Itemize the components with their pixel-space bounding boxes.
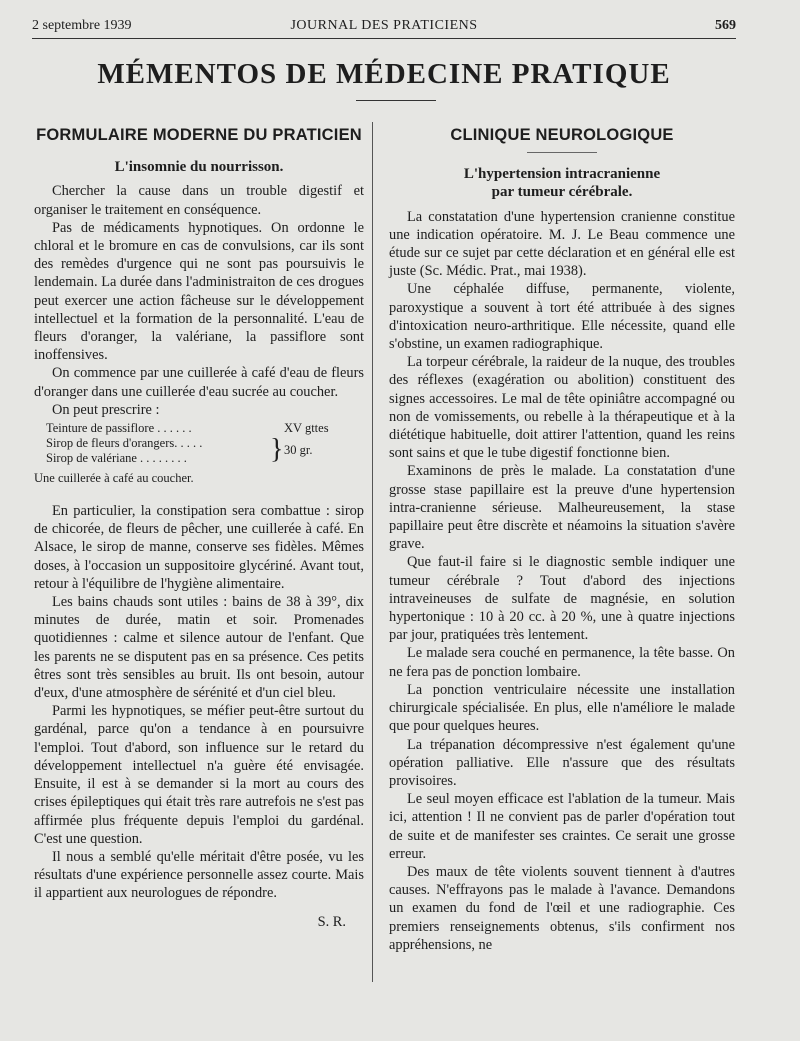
- heading-rule: [527, 152, 597, 153]
- right-paragraph-8: La trépanation décompressive n'est également qu'une opération palliative. Elle n'assure que des résultats provisoires.: [389, 736, 735, 789]
- column-divider: [372, 122, 373, 982]
- left-paragraph-6: Les bains chauds sont utiles : bains de 38 à 39°, dix minutes de durée, matin et soir. Promenades quotidiennes : calme et silence autour de l'enfant. Que les parents ne se disputent pas en sa présence. Ces petits êtres sont très sensibles au bruit. Ils ont besoin, autour d'eux, d'une atmosphère de sérénité et d'un ciel bleu.: [34, 594, 364, 702]
- right-subtitle-line-2: par tumeur cérébrale.: [491, 184, 633, 201]
- right-paragraph-6: Le malade sera couché en permanence, la tête basse. On ne fera pas de ponction lombaire.: [389, 645, 735, 680]
- left-paragraph-4: On peut prescrire :: [52, 401, 160, 418]
- right-paragraph-9: Le seul moyen efficace est l'ablation de la tumeur. Mais ici, attention ! Il ne convient pas de parler d'opération tout de suite et de manifester ses craintes. Ce serait une grosse erreur.: [389, 791, 735, 862]
- left-paragraph-5: En particulier, la constipation sera combattue : sirop de chicorée, de fleurs de pêcher, une cuillerée à café. En Alsace, le sirop de manne, conserve ses fidèles. Mêmes doses, à l'occasion un suppositoire glycériné. Avant tout, retour à l'équilibre de l'hygiène alimentaire.: [34, 503, 364, 592]
- right-paragraph-1: La constatation d'une hypertension cranienne constitue une indication opératoire. M. J. Le Beau commence une étude sur ce sujet par cette déclaration et en général elle est juste (Sc. Médic. Prat., mai 1938).: [389, 208, 735, 280]
- prescription-note: Une cuillerée à café au coucher.: [34, 471, 194, 486]
- right-paragraph-5: Que faut-il faire si le diagnostic semble indiquer une tumeur cérébrale ? Tout d'abord des injections intraveineuses de sulfate de magnésie, en solution hypertonique : 10 à 20 cc. à 20 %, une à quatre injections par jour, pratiquées très lentement.: [389, 554, 735, 644]
- left-article-subtitle: L'insomnie du nourrisson.: [114, 159, 284, 176]
- author-signature: S. R.: [317, 913, 346, 930]
- right-paragraph-3: La torpeur cérébrale, la raideur de la nuque, des troubles des réflexes (exagération ou abolition) constituent des signes accessoires. Le mal de tête opiniâtre accompagné ou non de vomissements, ou rebelle à la thérapeutique et à la diététique habituelle, doit attirer l'attention, quand les reins sont sains et que le tube digestif fonctionne bien.: [389, 354, 735, 462]
- right-paragraph-7: La ponction ventriculaire nécessite une installation chirurgicale spécialisée. En plus, elle n'améliore le malade que pour quelques heures.: [389, 681, 735, 735]
- header-date: 2 septembre 1939: [32, 18, 132, 33]
- left-column-heading: FORMULAIRE MODERNE DU PRATICIEN: [36, 126, 362, 144]
- right-article-subtitle: [389, 165, 735, 201]
- left-paragraph-7: Parmi les hypnotiques, se méfier peut-être surtout du gardénal, parce qu'on a tendance à en poursuivre l'emploi. Tout d'abord, son influence sur le retard du développement intellectuel n'a guère été envisagée. Ensuite, il est à se demander si la mort au cours des crises épileptiques qui était très rare autrefois ne s'est pas affirmée plus fréquente depuis l'emploi du gardénal. C'est une question.: [34, 703, 364, 847]
- header-journal-name: JOURNAL DES PRATICIENS: [290, 18, 478, 33]
- prescription-value-1: XV gttes: [284, 421, 329, 436]
- left-paragraph-1: Chercher la cause dans un trouble digestif et organiser le traitement en conséquence.: [34, 183, 364, 218]
- left-paragraph-8: Il nous a semblé qu'elle méritait d'être posée, vu les résultats d'une expérience personnelle assez courte. Mais il appartient aux neurologues de répondre.: [34, 848, 364, 902]
- header-page-number: 569: [715, 18, 736, 33]
- prescription-line-3: Sirop de valériane . . . . . . . .: [46, 451, 187, 466]
- prescription-value-2: 30 gr.: [284, 443, 313, 458]
- right-subtitle-line-1: L'hypertension intracranienne: [463, 166, 661, 183]
- left-paragraph-2: Pas de médicaments hypnotiques. On ordonne le chloral et le bromure en cas de convulsions, car ils sont des remèdes d'urgence qui ne sont pas poursuivis le lendemain. La durée dans l'administraiton de ces drogues peut exercer une action fâcheuse sur le développement intellectuel et la formation de la personnalité. L'eau de fleurs d'oranger, la valériane, la passiflore sont inoffensives.: [34, 219, 364, 364]
- page-header: [32, 16, 736, 39]
- page-title: MÉMENTOS DE MÉDECINE PRATIQUE: [97, 58, 671, 90]
- right-paragraph-4: Examinons de près le malade. La constatation d'une grosse stase papillaire est la preuve d'une hypertension intra-cranienne sérieuse. Malheureusement, la stase papillaire peut être discrète et néamoins la situation s'avère grave.: [389, 463, 735, 553]
- brace-icon: }: [270, 434, 284, 466]
- right-paragraph-10: Des maux de tête violents souvent tiennent à d'autres causes. N'effrayons pas le malade à l'avance. Demandons un examen du fond de l'œil et une radiographie. Ces premiers renseignements obtenus, s'ils confirment nos appréhensions, ne: [389, 863, 735, 953]
- prescription-line-2: Sirop de fleurs d'orangers. . . . .: [46, 436, 203, 451]
- prescription-block: [46, 421, 364, 468]
- left-paragraph-3: On commence par une cuillerée à café d'eau de fleurs d'oranger dans une cuillerée d'eau sucrée au coucher.: [34, 365, 364, 400]
- right-column: [389, 126, 735, 954]
- title-rule: [356, 100, 436, 101]
- right-column-heading: CLINIQUE NEUROLOGIQUE: [450, 126, 674, 144]
- prescription-line-1: Teinture de passiflore . . . . . .: [46, 421, 192, 436]
- left-column: [34, 126, 364, 931]
- right-paragraph-2: Une céphalée diffuse, permanente, violente, paroxystique a souvent à tort été attribuée à des signes d'intoxication neuro-arthritique. Elle nécessite, quand elle s'obstine, un examen radiographique.: [389, 281, 735, 353]
